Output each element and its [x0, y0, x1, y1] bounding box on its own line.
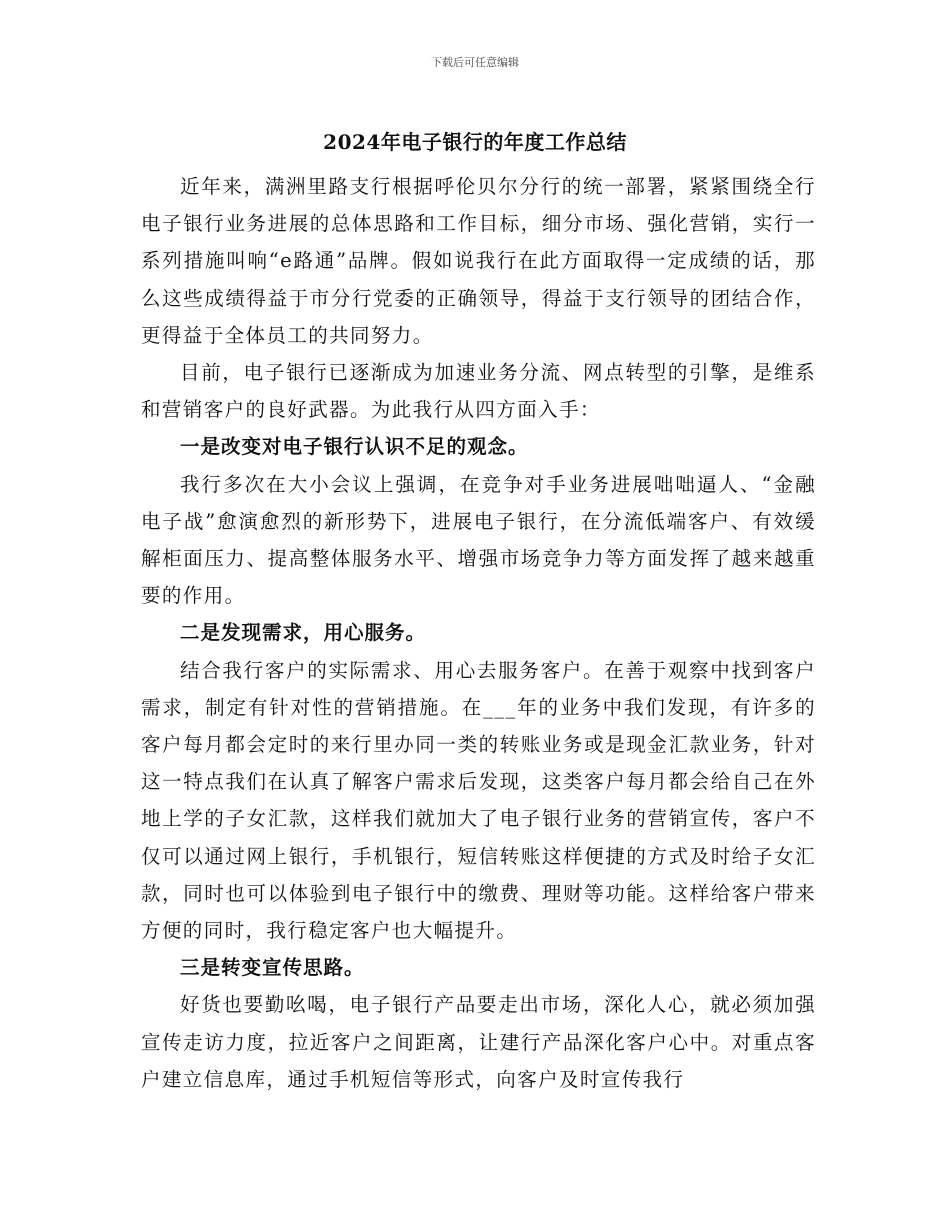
paragraph-section-1: 我行多次在大小会议上强调，在竞争对手业务进展咄咄逼人、“金融电子战”愈演愈烈的新形势下，进展电子银行，在分流低端客户、有效缓解柜面压力、提高整体服务水平、增强市场竞争力等方面发挥了越来越重要的作用。	[141, 472, 816, 608]
paragraph-section-3: 好货也要勤吆喝，电子银行产品要走出市场，深化人心，就必须加强宣传走访力度，拉近客户之间距离，让建行产品深化客户心中。对重点客户建立信息库，通过手机短信等形式，向客户及时宣传我行	[141, 993, 816, 1091]
paragraph-overview: 目前，电子银行已逐渐成为加速业务分流、网点转型的引擎，是维系和营销客户的良好武器。为此我行从四方面入手：	[141, 361, 816, 422]
section-heading-1: 一是改变对电子银行认识不足的观念。	[180, 435, 529, 459]
header-note: 下载后可任意编辑	[431, 56, 519, 69]
document-title: 2024年电子银行的年度工作总结	[323, 130, 627, 154]
section-heading-2: 二是发现需求，用心服务。	[180, 621, 427, 645]
section-heading-3: 三是转变宣传思路。	[180, 956, 365, 980]
document-body	[141, 168, 816, 1098]
paragraph-intro: 近年来，满洲里路支行根据呼伦贝尔分行的统一部署，紧紧围绕全行电子银行业务进展的总体思路和工作目标，细分市场、强化营销，实行一系列措施叫响“e路通”品牌。假如说我行在此方面取得一定成绩的话，那么这些成绩得益于市分行党委的正确领导，得益于支行领导的团结合作，更得益于全体员工的共同努力。	[141, 175, 816, 347]
paragraph-section-2: 结合我行客户的实际需求、用心去服务客户。在善于观察中找到客户需求，制定有针对性的营销措施。在___年的业务中我们发现，有许多的客户每月都会定时的来行里办同一类的转账业务或是现金汇款业务，针对这一特点我们在认真了解客户需求后发现，这类客户每月都会给自己在外地上学的子女汇款，这样我们就加大了电子银行业务的营销宣传，客户不仅可以通过网上银行，手机银行，短信转账这样便捷的方式及时给子女汇款，同时也可以体验到电子银行中的缴费、理财等功能。这样给客户带来方便的同时，我行稳定客户也大幅提升。	[141, 658, 816, 943]
